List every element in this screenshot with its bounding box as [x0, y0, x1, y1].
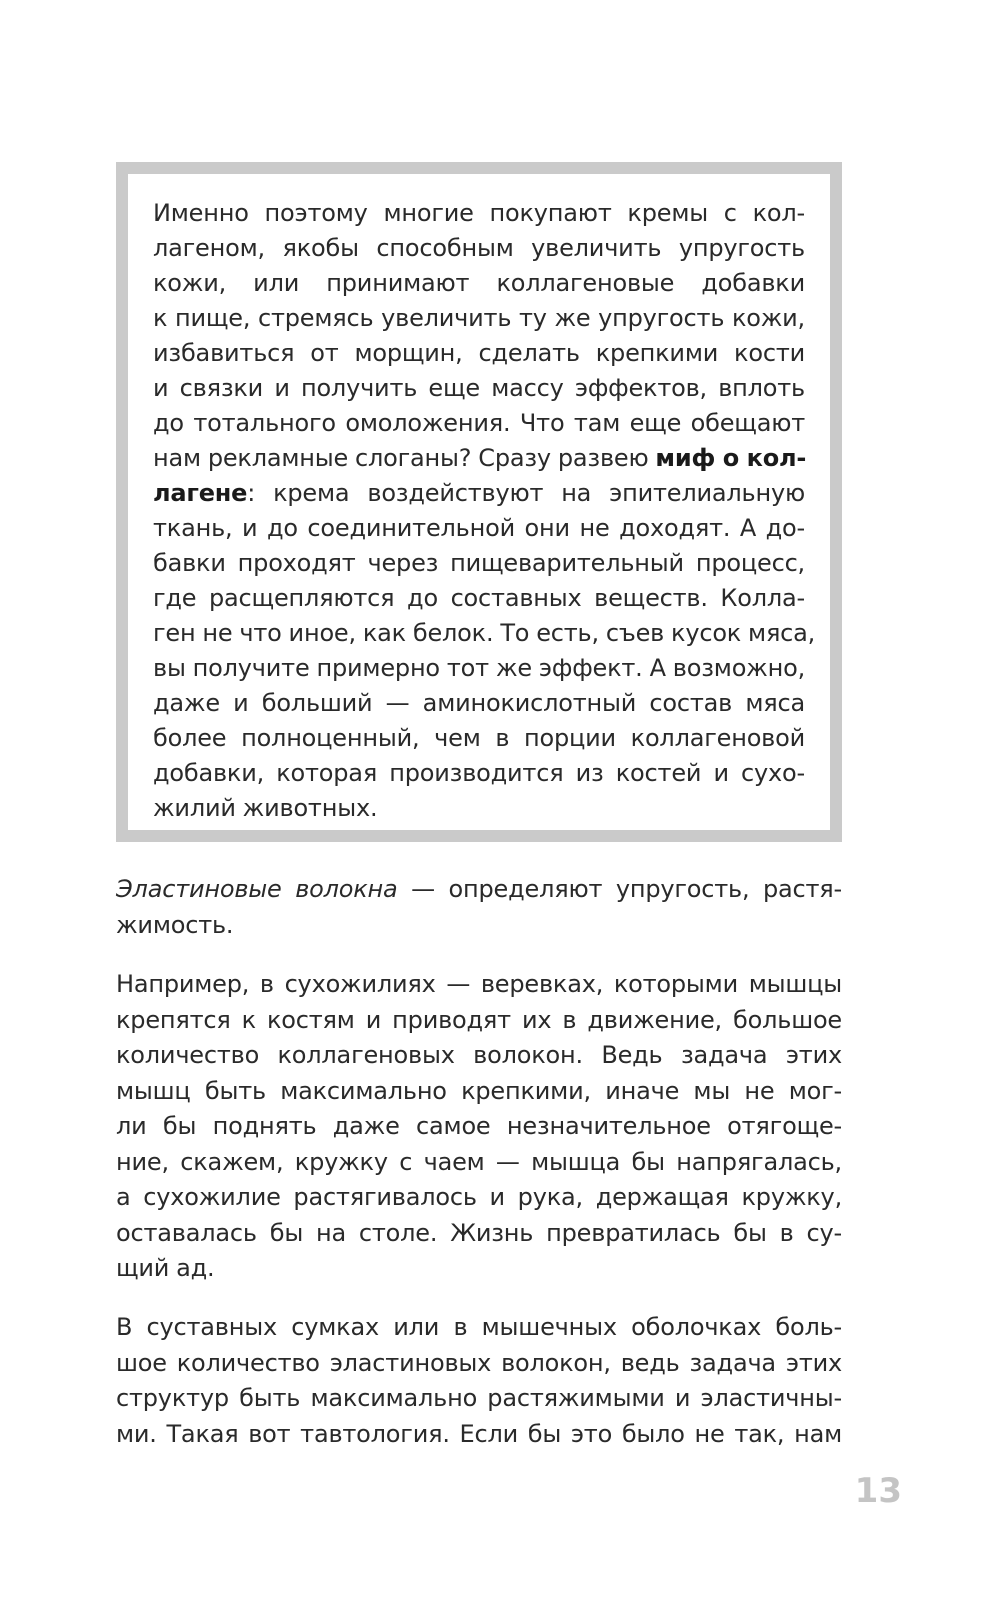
text-line: шое количество эластиновых волокон, ведь задача этих	[116, 1348, 842, 1377]
text-line	[153, 441, 805, 476]
paragraph-elastin	[116, 872, 842, 943]
text-line: оставалась бы на столе. Жизнь превратилась бы в су-	[116, 1218, 842, 1247]
text-line: щий ад.	[116, 1254, 215, 1282]
text-line: где расщепляются до составных веществ. Колла-	[153, 584, 805, 612]
text-line: ткань, и до соединительной они не доходят. А до-	[153, 514, 805, 542]
text-line	[116, 872, 842, 908]
text-line: избавиться от морщин, сделать крепкими кости	[153, 339, 805, 367]
paragraph-tendons	[116, 967, 842, 1287]
text-line: добавки, которая производится из костей и сухо-	[153, 759, 805, 787]
text-line: крепятся к костям и приводят их в движение, большое	[116, 1005, 842, 1034]
text-line: В суставных сумках или в мышечных оболочках боль-	[116, 1313, 842, 1341]
text-line: кожи, или принимают коллагеновые добавки	[153, 269, 805, 297]
text-line: Например, в сухожилиях — веревках, которыми мышцы	[116, 970, 842, 998]
paragraph-joint-capsules	[116, 1310, 842, 1452]
text-line: ми. Такая вот тавтология. Если бы это было не так, нам	[116, 1419, 842, 1448]
text-line: более полноценный, чем в порции коллагеновой	[153, 724, 805, 752]
text-line: а сухожилие растягивалось и рука, держащая кружку,	[116, 1183, 842, 1211]
text-line: ли бы поднять даже самое незначительное отягоще-	[116, 1112, 842, 1140]
text-line: жимость.	[116, 910, 234, 939]
text-segment: — определяют упругость, растя-	[397, 875, 843, 903]
text-line: до тотального омоложения. Что там еще обещают	[153, 409, 805, 437]
text-line: даже и больший — аминокислотный состав мяса	[153, 689, 805, 717]
myth-emphasis-end: лагене	[153, 479, 248, 507]
text-line: мышц быть максимально крепкими, иначе мы не мог-	[116, 1076, 842, 1105]
myth-emphasis: миф о кол-	[655, 444, 807, 472]
text-line: к пище, стремясь увеличить ту же упругость кожи,	[153, 304, 805, 332]
term-elastin-fibers: Эластиновые волокна	[116, 875, 398, 903]
text-line: структур быть максимально растяжимыми и эластичны-	[116, 1384, 842, 1412]
text-segment: нам рекламные слоганы? Сразу развею	[153, 444, 656, 472]
text-line: лагеном, якобы способным увеличить упругость	[153, 234, 805, 262]
text-line: ген не что иное, как белок. То есть, съев кусок мяса,	[153, 619, 816, 647]
text-line: Именно поэтому многие покупают кремы с кол-	[153, 199, 805, 227]
text-segment: : крема воздействуют на эпителиальную	[247, 479, 805, 507]
text-line: и связки и получить еще массу эффектов, вплоть	[153, 374, 805, 402]
text-line: ние, скажем, кружку с чаем — мышца бы напрягалась,	[116, 1147, 842, 1176]
text-line: бавки проходят через пищеварительный процесс,	[153, 549, 805, 577]
text-line: жилий животных.	[153, 794, 378, 822]
callout-text	[153, 196, 816, 826]
text-line: количество коллагеновых волокон. Ведь задача этих	[116, 1041, 842, 1069]
page-number: 13	[854, 1471, 902, 1511]
callout-box	[116, 162, 842, 842]
text-line: вы получите примерно тот же эффект. А возможно,	[153, 654, 805, 682]
text-line	[153, 476, 805, 511]
